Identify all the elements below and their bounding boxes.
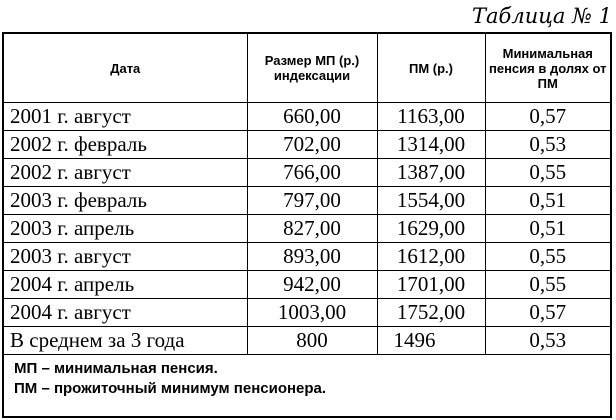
cell-share: 0,57 (485, 299, 610, 327)
cell-share: 0,57 (485, 103, 610, 131)
cell-date: 2004 г. август (4, 299, 247, 327)
cell-mp: 766,00 (247, 159, 377, 187)
cell-date: 2002 г. август (4, 159, 247, 187)
cell-pm: 1629,00 (377, 215, 485, 243)
table-row (4, 103, 610, 131)
footnote-mp: МП – минимальная пенсия. (14, 360, 218, 377)
cell-pm: 1701,00 (377, 271, 485, 299)
cell-share: 0,55 (485, 243, 610, 271)
header-mp: Размер МП (р.) индексации (247, 34, 377, 103)
footnote-pm: ПМ – прожиточный минимум пенсионера. (14, 380, 327, 397)
footnotes (4, 355, 610, 399)
table-row (4, 159, 610, 187)
header-date: Дата (4, 34, 247, 103)
pension-table (4, 34, 610, 355)
summary-row (4, 327, 610, 355)
cell-pm: 1496 (377, 327, 485, 355)
cell-date: В среднем за 3 года (4, 327, 247, 355)
cell-mp: 893,00 (247, 243, 377, 271)
cell-pm: 1163,00 (377, 103, 485, 131)
cell-mp: 660,00 (247, 103, 377, 131)
cell-mp: 827,00 (247, 215, 377, 243)
cell-share: 0,51 (485, 187, 610, 215)
table-caption: Таблица № 1 (472, 4, 612, 28)
table-row (4, 131, 610, 159)
cell-mp: 800 (247, 327, 377, 355)
cell-date: 2001 г. август (4, 103, 247, 131)
table-row (4, 215, 610, 243)
cell-pm: 1387,00 (377, 159, 485, 187)
table-row (4, 299, 610, 327)
cell-mp: 1003,00 (247, 299, 377, 327)
cell-share: 0,55 (485, 159, 610, 187)
cell-date: 2003 г. август (4, 243, 247, 271)
cell-pm: 1752,00 (377, 299, 485, 327)
header-row (4, 34, 610, 103)
cell-share: 0,55 (485, 271, 610, 299)
cell-mp: 797,00 (247, 187, 377, 215)
table-row (4, 271, 610, 299)
cell-date: 2002 г. февраль (4, 131, 247, 159)
cell-mp: 702,00 (247, 131, 377, 159)
cell-mp: 942,00 (247, 271, 377, 299)
cell-pm: 1314,00 (377, 131, 485, 159)
cell-share: 0,53 (485, 327, 610, 355)
cell-pm: 1612,00 (377, 243, 485, 271)
cell-date: 2003 г. февраль (4, 187, 247, 215)
header-share: Минимальная пенсия в долях от ПМ (485, 34, 610, 103)
cell-share: 0,53 (485, 131, 610, 159)
table-row (4, 243, 610, 271)
cell-share: 0,51 (485, 215, 610, 243)
table-row (4, 187, 610, 215)
cell-date: 2004 г. апрель (4, 271, 247, 299)
cell-pm: 1554,00 (377, 187, 485, 215)
table-frame (2, 32, 612, 418)
cell-date: 2003 г. апрель (4, 215, 247, 243)
header-pm: ПМ (р.) (377, 34, 485, 103)
